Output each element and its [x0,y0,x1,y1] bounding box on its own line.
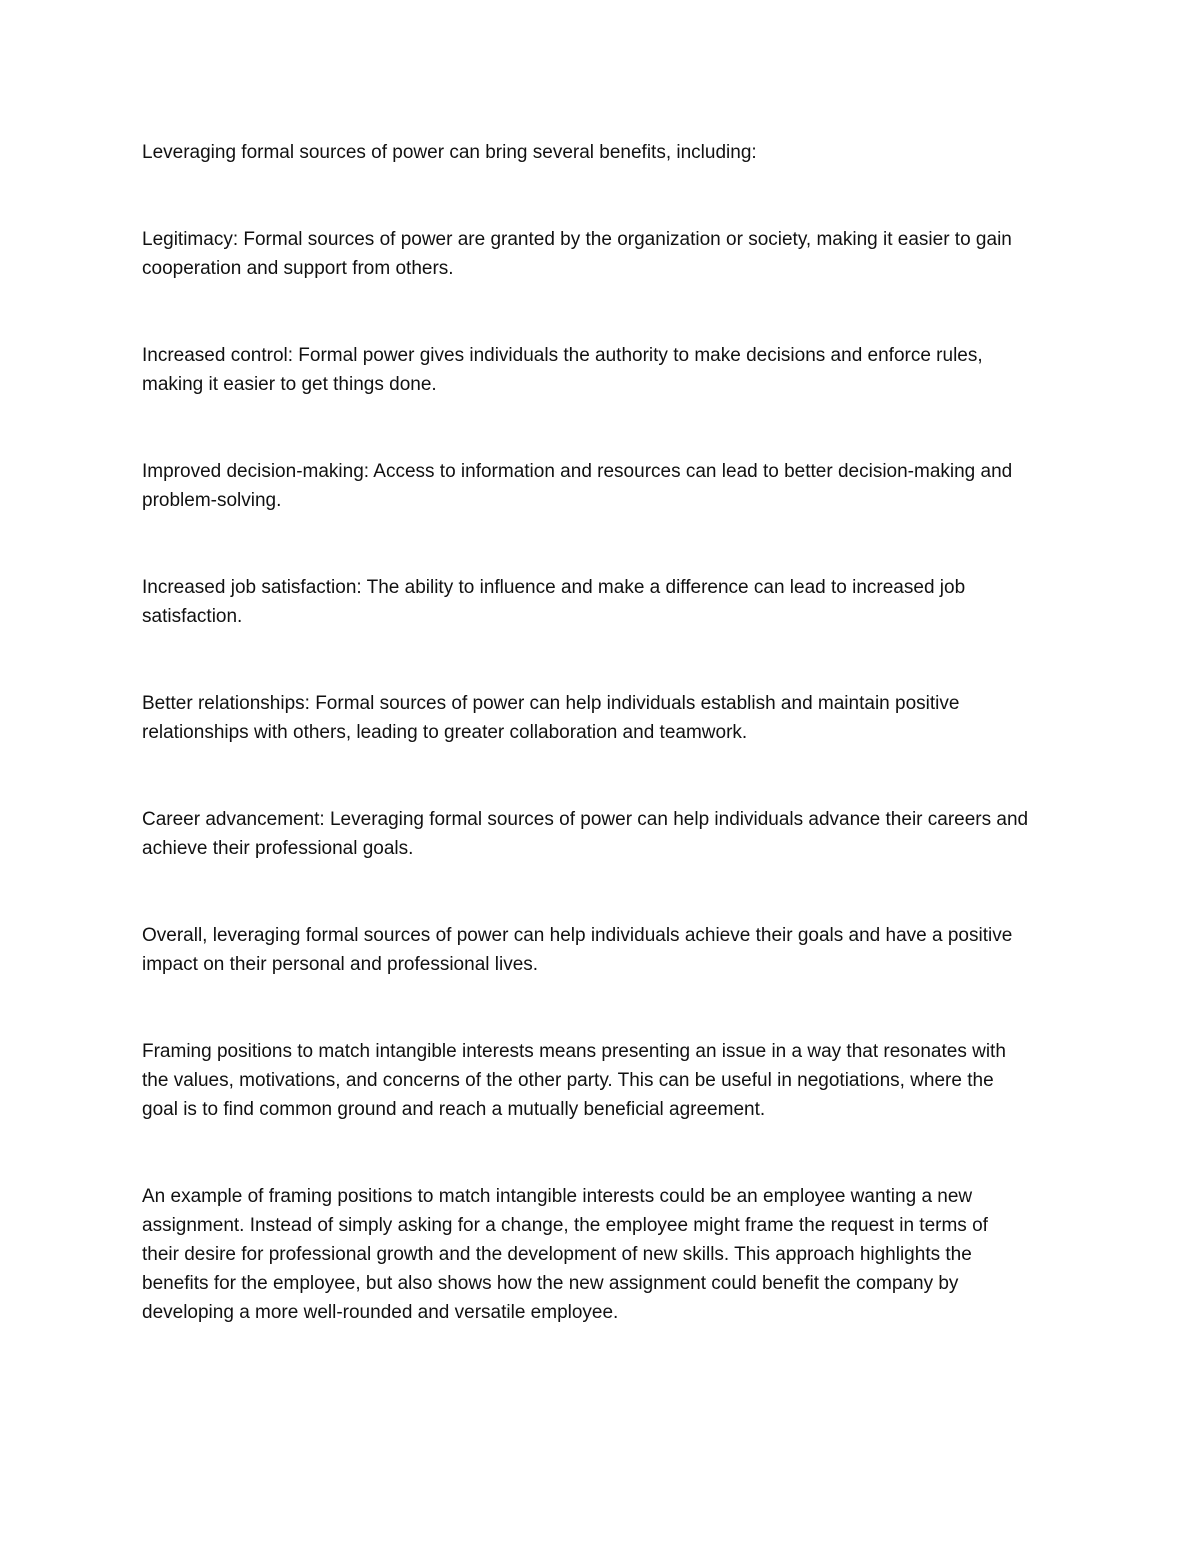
paragraph-line: making it easier to get things done. [142,374,437,395]
paragraph-line: developing a more well-rounded and versatile employee. [142,1302,619,1323]
paragraph-line: their desire for professional growth and the development of new skills. This approach highlights the [142,1244,972,1265]
paragraph-line: impact on their personal and professional lives. [142,954,539,975]
paragraph-line: Legitimacy: Formal sources of power are granted by the organization or society, making it easier to gain [142,229,1012,250]
paragraph-line: Leveraging formal sources of power can bring several benefits, including: [142,142,757,163]
paragraph-improved-decision-making [142,457,1062,515]
paragraph-line: Increased control: Formal power gives individuals the authority to make decisions and enforce rules, [142,345,983,366]
paragraph-line: satisfaction. [142,606,243,627]
paragraph-line: Better relationships: Formal sources of power can help individuals establish and maintain positive [142,693,960,714]
paragraph-line: benefits for the employee, but also shows how the new assignment could benefit the company by [142,1273,959,1294]
paragraph-line: achieve their professional goals. [142,838,414,859]
paragraph-line: relationships with others, leading to greater collaboration and teamwork. [142,722,748,743]
paragraph-example [142,1182,1062,1327]
paragraph-intro [142,138,1062,167]
paragraph-line: problem-solving. [142,490,282,511]
paragraph-line: Increased job satisfaction: The ability to influence and make a difference can lead to increased job [142,577,966,598]
paragraph-legitimacy [142,225,1062,283]
paragraph-overall [142,921,1062,979]
paragraph-line: Framing positions to match intangible interests means presenting an issue in a way that resonates with [142,1041,1006,1062]
paragraph-line: Career advancement: Leveraging formal sources of power can help individuals advance their careers and [142,809,1029,830]
paragraph-line: Improved decision-making: Access to information and resources can lead to better decision-making and [142,461,1013,482]
paragraph-line: the values, motivations, and concerns of the other party. This can be useful in negotiations, where the [142,1070,994,1091]
paragraph-career-advancement [142,805,1062,863]
document-body [142,138,1062,1385]
paragraph-line: Overall, leveraging formal sources of power can help individuals achieve their goals and have a positive [142,925,1013,946]
paragraph-job-satisfaction [142,573,1062,631]
paragraph-framing-positions [142,1037,1062,1124]
paragraph-line: assignment. Instead of simply asking for a change, the employee might frame the request in terms of [142,1215,988,1236]
paragraph-line: goal is to find common ground and reach a mutually beneficial agreement. [142,1099,766,1120]
paragraph-line: cooperation and support from others. [142,258,454,279]
paragraph-line: An example of framing positions to match intangible interests could be an employee wanting a new [142,1186,973,1207]
paragraph-better-relationships [142,689,1062,747]
paragraph-increased-control [142,341,1062,399]
